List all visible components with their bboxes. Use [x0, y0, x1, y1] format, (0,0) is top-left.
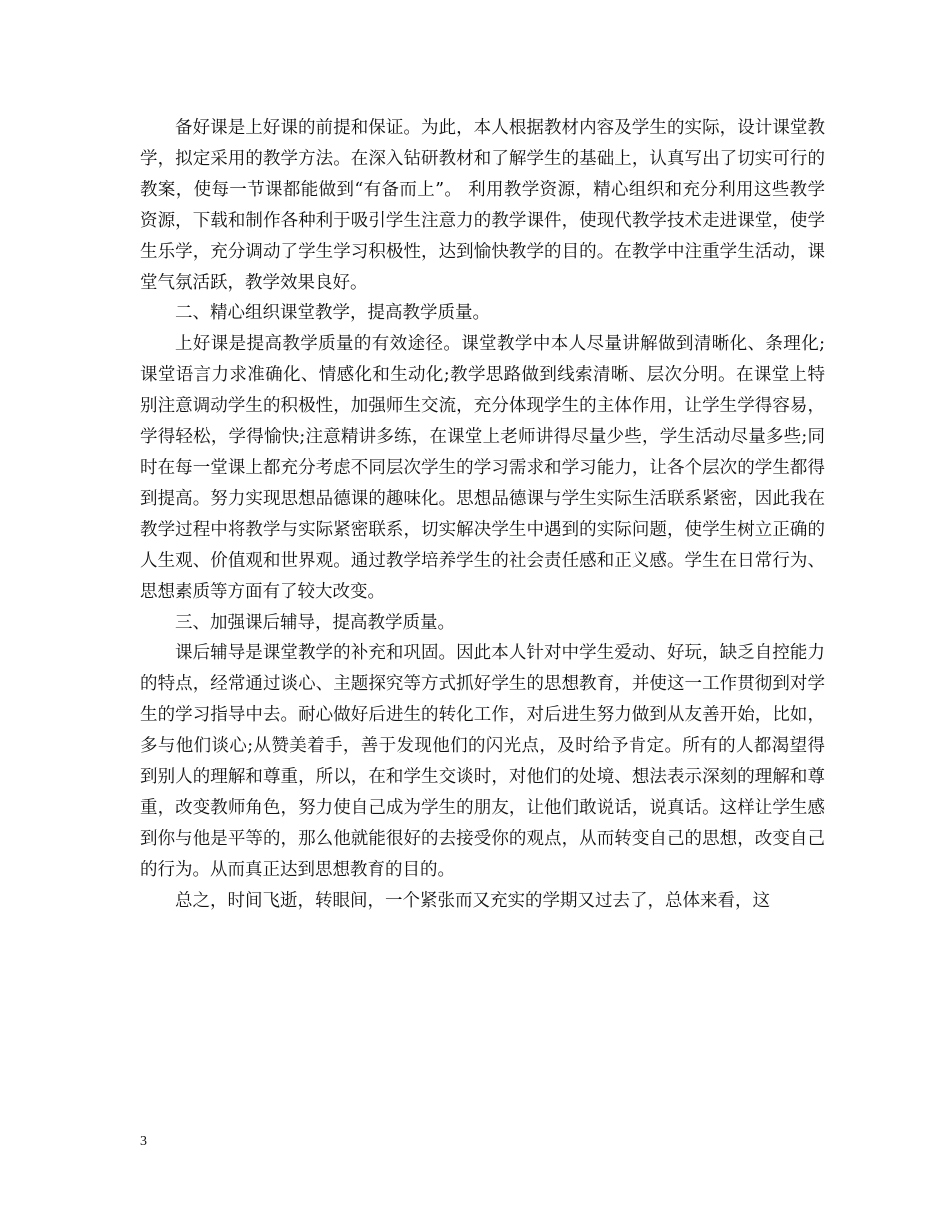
paragraph-summary: 总之，时间飞逝，转眼间，一个紧张而又充实的学期又过去了，总体来看，这: [175, 890, 770, 911]
paragraph-classroom-teaching: 上好课是提高教学质量的有效途径。课堂教学中本人尽量讲解做到清晰化、条理化;课堂语言力求准确化、情感化和生动化;教学思路做到线索清晰、层次分明。在课堂上特别注意调动学生的积极性，加强师生交流，充分体现学生的主体作用，让学生学得容易，学得轻松，学得愉快;注意精讲多练，在课堂上老师讲得尽量少些，学生活动尽量多些;同时在每一堂课上都充分考虑不同层次学生的学习需求和学习能力，让各个层次的学生都得到提高。努力实现思想品德课的趣味化。思想品德课与学生实际生活联系紧密，因此我在教学过程中将教学与实际紧密联系，切实解决学生中遇到的实际问题，使学生树立正确的人生观、价值观和世界观。通过教学培养学生的社会责任感和正义感。学生在日常行为、思想素质等方面有了较大改变。: [140, 334, 825, 602]
page-number: 3: [140, 1134, 147, 1149]
paragraph-after-class-tutoring: 课后辅导是课堂教学的补充和巩固。因此本人针对中学生爱动、好玩，缺乏自控能力的特点，经常通过谈心、主题探究等方式抓好学生的思想教育，并使这一工作贯彻到对学生的学习指导中去。耐心做好后进生的转化工作，对后进生努力做到从友善开始，比如，多与他们谈心;从赞美着手，善于发现他们的闪光点，及时给予肯定。所有的人都渴望得到别人的理解和尊重，所以，在和学生交谈时，对他们的处境、想法表示深刻的理解和尊重，改变教师角色，努力使自己成为学生的朋友，让他们敢说话，说真话。这样让学生感到你与他是平等的，那么他就能很好的去接受你的观点，从而转变自己的思想，改变自己的行为。从而真正达到思想教育的目的。: [140, 643, 825, 880]
section-heading-two: 二、精心组织课堂教学，提高教学质量。: [175, 303, 490, 324]
document-body: [140, 113, 825, 917]
section-heading-three: 三、加强课后辅导，提高教学质量。: [175, 612, 455, 633]
paragraph-lesson-preparation: 备好课是上好课的前提和保证。为此，本人根据教材内容及学生的实际，设计课堂教学，拟定采用的教学方法。在深入钻研教材和了解学生的基础上，认真写出了切实可行的教案，使每一节课都能做到“有备而上”。 利用教学资源，精心组织和充分利用这些教学资源，下载和制作各种利于吸引学生注意力的教学课件，使现代教学技术走进课堂，使学生乐学，充分调动了学生学习积极性，达到愉快教学的目的。在教学中注重学生活动，课堂气氛活跃，教学效果良好。: [140, 118, 825, 293]
